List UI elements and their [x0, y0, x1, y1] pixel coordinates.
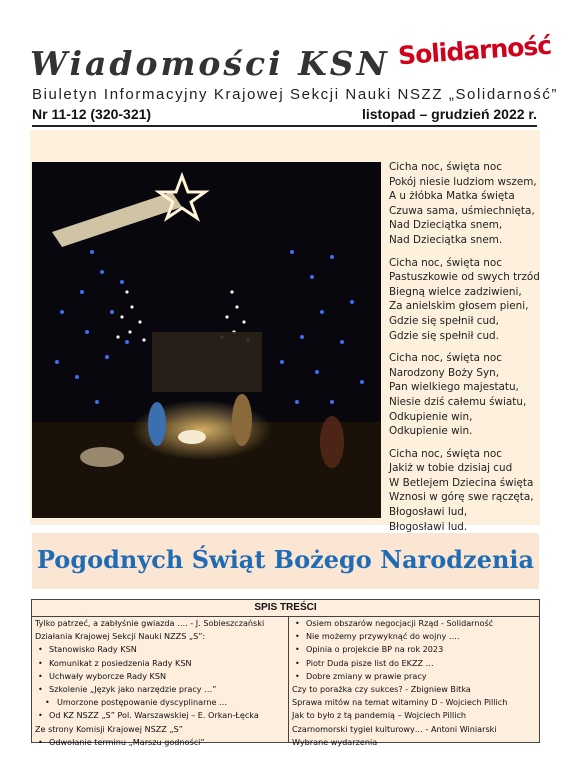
carol-line: Cicha noc, święta noc [389, 352, 502, 365]
carol-line: Biegną wielce zadziwieni, [389, 285, 522, 298]
toc-entry[interactable]: • Osiem obszarów negocjacji Rząd - Solidarność [292, 617, 536, 630]
toc-entry[interactable]: Jak to było z tą pandemią – Wojciech Pillich [292, 710, 467, 721]
toc-entry[interactable]: • Umorzone postępowanie dyscyplinarne … [35, 696, 288, 709]
issue-date: listopad – grudzień 2022 r. [361, 106, 537, 122]
carol-stanza [389, 160, 539, 248]
carol-line: Odkupienie win, [389, 410, 473, 423]
carol-line: W Betlejem Dziecina święta [389, 476, 534, 489]
issue-number: Nr 11-12 (320-321) [32, 106, 152, 122]
toc-entry[interactable]: Czy to porażka czy sukces? - Zbigniew Bitka [292, 684, 471, 695]
carol-line: Nad Dzieciątka snem. [389, 233, 503, 246]
christmas-greeting: Pogodnych Świąt Bożego Narodzenia [36, 545, 535, 574]
bulletin-subtitle: Biuletyn Informacyjny Krajowej Sekcji Nauki NSZZ „Solidarność” [32, 86, 559, 103]
toc-entry[interactable]: • Odwołanie terminu „Marszu godności” [35, 736, 288, 749]
carol-stanza [389, 256, 539, 344]
joseph-figure [232, 394, 252, 446]
carol-line: Cicha noc, święta noc [389, 447, 502, 460]
carol-line: Cicha noc, święta noc [389, 161, 502, 173]
carol-text [389, 160, 539, 542]
toc-entry[interactable]: Czarnomorski tygiel kulturowy… - Antoni Winiarski [292, 723, 497, 734]
carol-line: A u żłóbka Matka święta [389, 190, 515, 203]
toc-left-column [35, 617, 289, 747]
carol-line: Niesie dziś całemu światu, [389, 395, 527, 408]
carol-line: Cicha noc, święta noc [389, 256, 502, 269]
carol-line: Pan wielkiego majestatu, [389, 381, 519, 394]
toc-entry[interactable]: • Od KZ NSZZ „S” Pol. Warszawskiej – E. Orkan-Łęcka [35, 709, 288, 722]
child-figure [178, 430, 206, 444]
carol-stanza [389, 351, 539, 439]
carol-line: Błogosławi lud. [389, 520, 468, 533]
carol-line: Gdzie się spełnił cud, [389, 314, 499, 327]
toc-right-column [292, 617, 536, 749]
carol-line: Wznosi w górę swe rączęta, [389, 491, 534, 504]
toc-entry[interactable]: • Szkolenie „Język jako narzędzie pracy …” [35, 683, 288, 696]
nativity-photo [32, 162, 381, 518]
bulletin-title: Wiadomości KSN [30, 44, 390, 83]
toc-entry[interactable]: • Piotr Duda pisze list do EKZZ … [292, 657, 536, 670]
toc-entry[interactable]: • Dobre zmiany w prawie pracy [292, 670, 536, 683]
carol-line: Pastuszkowie od swych trzód [389, 271, 540, 284]
toc-entry[interactable]: • Opinia o projekcie BP na rok 2023 [292, 643, 536, 656]
carol-stanza [389, 447, 539, 535]
toc-entry[interactable]: Tylko patrzeć, a zabłyśnie gwiazda …. - J. Sobieszczański [35, 618, 265, 628]
toc-entry[interactable]: Sprawa mitów na temat witaminy D - Wojciech Pillich [292, 697, 508, 708]
toc-entry[interactable]: • Uchwały wyborcze Rady KSN [35, 670, 288, 683]
toc-entry[interactable]: Działania Krajowej Sekcji Nauki NZZS „S”: [35, 631, 206, 642]
nativity-scene-image [32, 162, 381, 518]
toc-entry[interactable]: • Nie możemy przywyknąć do wojny …. [292, 630, 536, 643]
toc-entry[interactable]: • Stanowisko Rady KSN [35, 643, 288, 656]
solidarnosc-logo: Solidarność [397, 30, 552, 71]
carol-line: Jakiż w tobie dzisiaj cud [389, 462, 513, 475]
mary-figure [148, 402, 166, 446]
toc-heading: SPIS TREŚCI [32, 600, 539, 617]
carol-line: Odkupienie win. [389, 425, 473, 438]
carol-line: Czuwa sama, uśmiechnięta, [389, 204, 535, 217]
carol-line: Za anielskim głosem pieni, [389, 300, 529, 313]
carol-line: Nad Dzieciątka snem, [389, 219, 503, 232]
carol-line: Pokój niesie ludziom wszem, [389, 175, 537, 188]
toc-entry[interactable]: Wybrane wydarzenia [292, 736, 378, 747]
carol-line: Gdzie się spełnił cud. [389, 329, 499, 342]
toc-entry[interactable]: • Komunikat z posiedzenia Rady KSN [35, 657, 288, 670]
masthead [30, 30, 552, 83]
animal-figure [80, 447, 124, 467]
issue-info [32, 105, 537, 127]
table-of-contents [31, 599, 540, 747]
toc-entry[interactable]: Ze strony Komisji Krajowej NSZZ „S” [35, 723, 183, 734]
carol-line: Błogosławi lud, [389, 506, 468, 519]
greeting-banner [32, 533, 539, 589]
carol-line: Narodzony Boży Syn, [389, 366, 500, 379]
